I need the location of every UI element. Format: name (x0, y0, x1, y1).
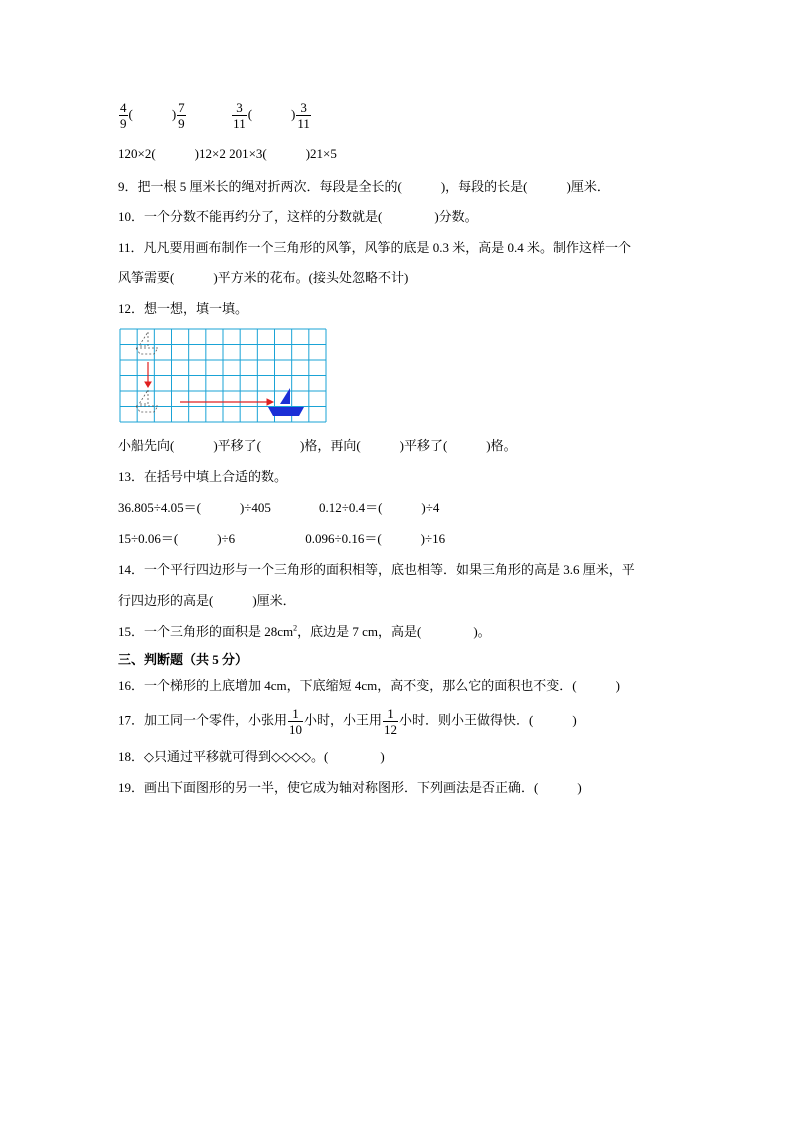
question-13-row1 (118, 499, 439, 517)
fraction-4-9: $\frac{4}{9}$ (120, 100, 127, 131)
fraction-1-10: $\frac{1}{10}$ (289, 706, 303, 737)
question-19: 19．画出下面图形的另一半，使它成为轴对称图形．下列画法是否正确．( ) (118, 780, 582, 795)
fraction-compare-row (118, 100, 312, 131)
right-arrow (180, 399, 273, 405)
question-17: 17．加工同一个零件，小张用 $\frac{1}{10}$ 小时，小王用 $\frac{1}{12}$ 小时．则小王做得快．( ) (118, 706, 577, 737)
question-12: 12．想一想，填一填。 (118, 301, 249, 316)
question-13: 13．在括号中填上合适的数。 (118, 469, 288, 484)
blank[interactable]: ( ) (247, 106, 296, 122)
down-arrow (145, 362, 151, 387)
q13-d: 0.096÷0.16＝( )÷16 (305, 531, 446, 546)
fraction-7-9: $\frac{7}{9}$ (178, 100, 185, 131)
question-18: 18．◇只通过平移就可得到◇◇◇◇。( ) (118, 749, 385, 764)
question-14-line1: 14．一个平行四边形与一个三角形的面积相等，底也相等．如果三角形的高是 3.6 厘米，平 (118, 562, 635, 577)
question-13-row2 (118, 530, 445, 548)
question-14-line2: 行四边形的高是( )厘米． (118, 593, 296, 608)
q13-b: 0.12÷0.4＝( )÷4 (318, 500, 440, 515)
question-9: 9．把一根 5 厘米长的绳对折两次．每段是全长的( )，每段的长是( )厘米． (118, 179, 610, 194)
fraction-3-11-b: $\frac{3}{11}$ (297, 100, 310, 131)
question-11-line2: 风筝需要( )平方米的花布。(接头处忽略不计) (118, 270, 409, 285)
q13-c: 15÷0.06＝( )÷6 (118, 531, 236, 546)
question-15: 15．一个三角形的面积是 $28cm^2$，底边是 7 cm，高是( )。 (118, 623, 491, 639)
question-12-answer: 小船先向( )平移了( )格，再向( )平移了( )格。 (118, 438, 517, 453)
multiplication-compare-row: 120×2( )12×2 201×3( )21×5 (118, 146, 337, 161)
fraction-1-12: $\frac{1}{12}$ (384, 706, 398, 737)
question-11-line1: 11．凡凡要用画布制作一个三角形的风筝，风筝的底是 0.3 米，高是 0.4 米。制作这样一个 (118, 240, 632, 255)
question-10: 10．一个分数不能再约分了，这样的分数就是( )分数。 (118, 209, 478, 224)
question-16: 16．一个梯形的上底增加 4cm，下底缩短 4cm，高不变，那么它的面积也不变．( ) (118, 678, 620, 693)
blank[interactable]: ( ) (128, 106, 177, 122)
fraction-3-11: $\frac{3}{11}$ (233, 100, 246, 131)
translation-grid-figure (118, 328, 328, 424)
q13-a: 36.805÷4.05＝( )÷405 (118, 500, 271, 515)
section-3-heading: 三、判断题（共 5 分） (118, 652, 249, 667)
